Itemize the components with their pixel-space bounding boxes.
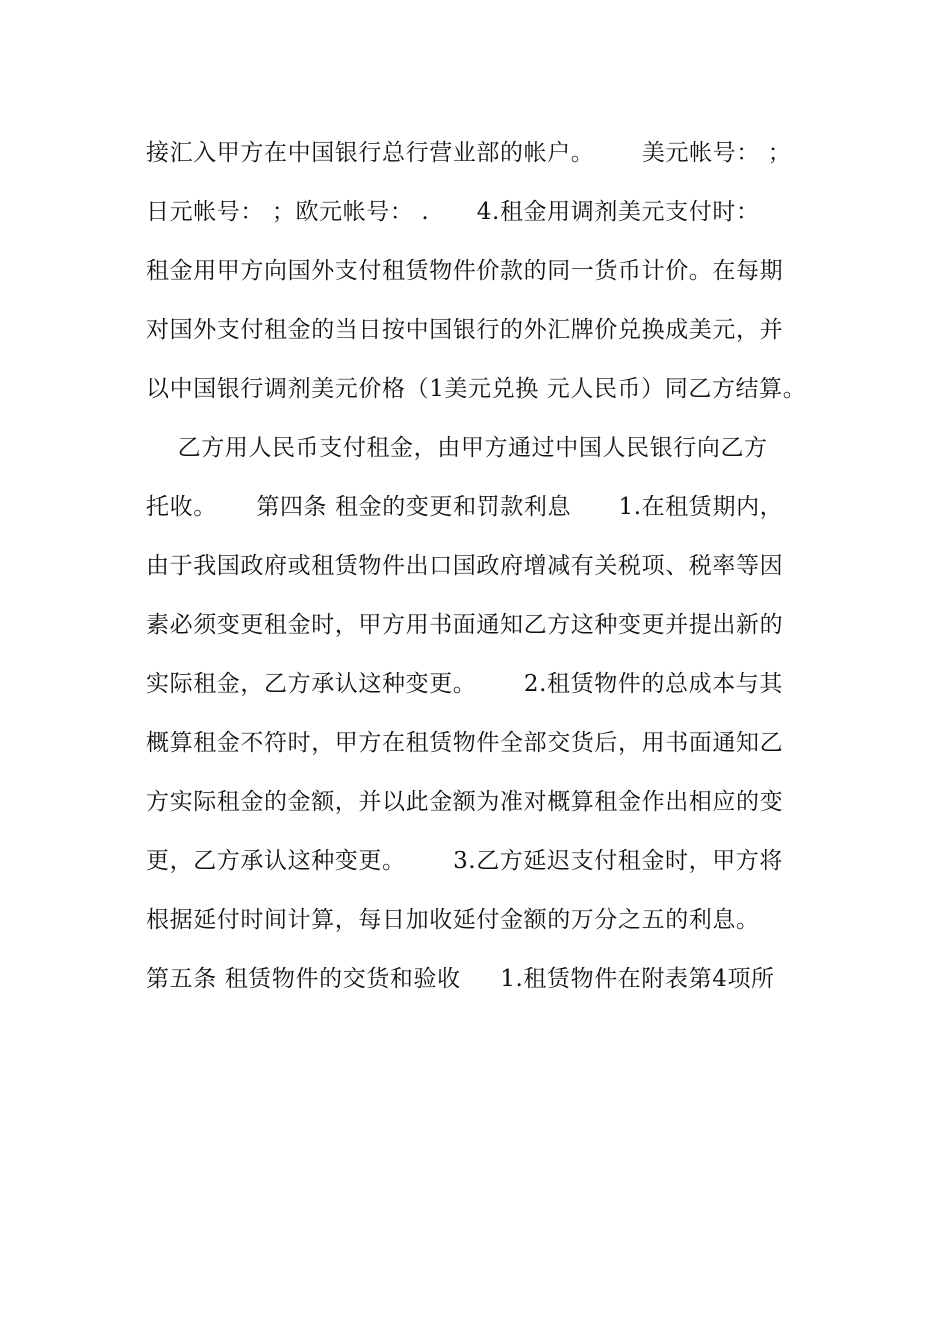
text-line: 由于我国政府或租赁物件出口国政府增减有关税项、税率等因 (146, 553, 784, 579)
text-line: 租金用甲方向国外支付租赁物件价款的同一货币计价。在每期 (146, 258, 784, 284)
document-body (146, 124, 826, 1009)
text-line: 更，乙方承认这种变更。 3.乙方延迟支付租金时，甲方将 (146, 848, 784, 874)
text-line: 方实际租金的金额，并以此金额为准对概算租金作出相应的变 (146, 789, 784, 815)
text-line: 概算租金不符时，甲方在租赁物件全部交货后，用书面通知乙 (146, 730, 784, 756)
text-line: 以中国银行调剂美元价格（1美元兑换 元人民币）同乙方结算。 (146, 376, 807, 402)
text-line: 乙方用人民币支付租金，由甲方通过中国人民银行向乙方 (146, 435, 768, 461)
text-line: 根据延付时间计算，每日加收延付金额的万分之五的利息。 (146, 907, 760, 933)
text-line: 日元帐号： ；欧元帐号： . 4.租金用调剂美元支付时： (146, 199, 760, 225)
text-line: 托收。 第四条 租金的变更和罚款利息 1.在租赁期内， (146, 494, 784, 520)
text-line: 对国外支付租金的当日按中国银行的外汇牌价兑换成美元，并 (146, 317, 784, 343)
text-line: 素必须变更租金时，甲方用书面通知乙方这种变更并提出新的 (146, 612, 784, 638)
text-line: 接汇入甲方在中国银行总行营业部的帐户。 美元帐号： ； (146, 140, 792, 166)
text-line: 第五条 租赁物件的交货和验收 1.租赁物件在附表第4项所 (146, 966, 775, 992)
text-line: 实际租金，乙方承认这种变更。 2.租赁物件的总成本与其 (146, 671, 784, 697)
